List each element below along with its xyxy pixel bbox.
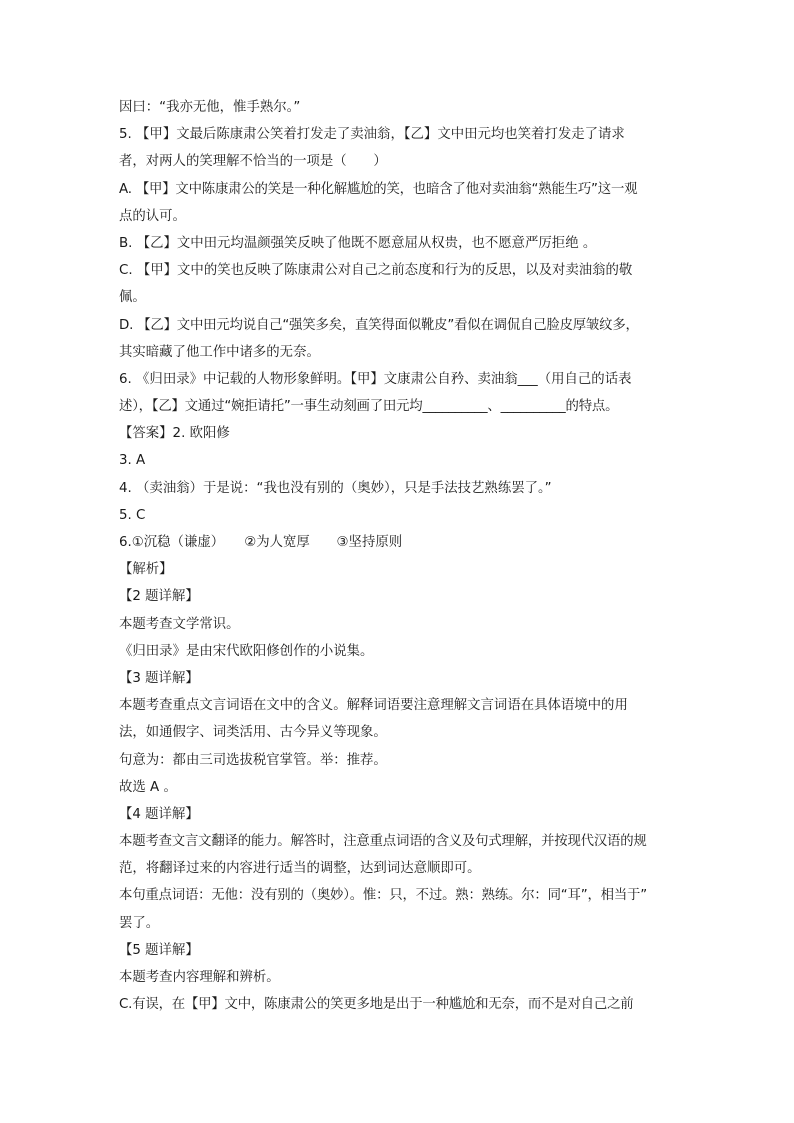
- text-line: 者，对两人的笑理解不恰当的一项是（ ）: [119, 154, 387, 170]
- analysis-heading: 【解析】: [119, 562, 173, 578]
- section-heading: 【3 题详解】: [119, 670, 199, 686]
- text-line: 其实暗藏了他工作中诸多的无奈。: [119, 344, 320, 360]
- text-line: C.有误，在【甲】文中，陈康肃公的笑更多地是出于一种尴尬和无奈，而不是对自己之前: [119, 997, 634, 1013]
- text-line: B. 【乙】文中田元均温颜强笑反映了他既不愿意屈从权贵，也不愿意严厉拒绝 。: [119, 235, 597, 251]
- document-page: [119, 94, 679, 1018]
- text-line: C. 【甲】文中的笑也反映了陈康肃公对自己之前态度和行为的反思，以及对卖油翁的敬: [119, 263, 633, 279]
- text-line: 佩。: [119, 290, 146, 306]
- text-line: 本题考查重点文言词语在文中的含义。解释词语要注意理解文言词语在具体语境中的用: [119, 698, 628, 714]
- text-line: 范，将翻译过来的内容进行适当的调整，达到词达意顺即可。: [119, 861, 481, 877]
- text-line: 法，如通假字、词类活用、古今异义等现象。: [119, 725, 387, 741]
- text-line: 本题考查文言文翻译的能力。解答时，注意重点词语的含义及句式理解，并按现代汉语的规: [119, 834, 647, 850]
- text-line: 本题考查内容理解和辨析。: [119, 970, 280, 985]
- text-line: 句意为：都由三司选拔税官掌管。举：推荐。: [119, 752, 387, 768]
- text-line: 述），【乙】文通过“婉拒请托”一事生动刻画了田元均__________、__________的特点。: [119, 399, 619, 415]
- section-heading: 【2 题详解】: [119, 589, 199, 605]
- text-line: 《归田录》是由宋代欧阳修创作的小说集。: [119, 643, 374, 659]
- text-line: 6.①沉稳（谦虚） ②为人宽厚 ③坚持原则: [119, 535, 403, 550]
- text-line: 本句重点词语：无他：没有别的（奥妙）。惟：只，不过。熟：熟练。尔：同“耳”，相当于”: [119, 888, 647, 904]
- text-line: 点的认可。: [119, 208, 186, 224]
- text-line: 本题考查文学常识。: [119, 616, 240, 632]
- text-line: D. 【乙】文中田元均说自己“强笑多矣，直笑得面似靴皮”看似在调侃自己脸皮厚皱纹多，: [119, 317, 639, 333]
- text-line: 4. （卖油翁）于是说：“我也没有别的（奥妙），只是手法技艺熟练罢了。”: [119, 480, 552, 496]
- answer-heading: 【答案】2. 欧阳修: [119, 426, 230, 442]
- section-heading: 【5 题详解】: [119, 942, 199, 958]
- text-line: 罢了。: [119, 915, 160, 931]
- text-line: 5. C: [119, 507, 146, 523]
- text-line: 3. A: [119, 453, 146, 469]
- text-line: A. 【甲】文中陈康肃公的笑是一种化解尴尬的笑，也暗含了他对卖油翁“熟能生巧”这一观: [119, 181, 638, 197]
- text-line: 故选 A 。: [119, 779, 177, 795]
- text-line: 6. 《归田录》中记载的人物形象鲜明。【甲】文康肃公自矜、卖油翁___（用自己的话表: [119, 371, 632, 387]
- section-heading: 【4 题详解】: [119, 806, 199, 822]
- text-line: 5. 【甲】文最后陈康肃公笑着打发走了卖油翁，【乙】文中田元均也笑着打发走了请求: [119, 127, 625, 143]
- text-line: 因曰：“我亦无他，惟手熟尔。”: [119, 100, 301, 115]
